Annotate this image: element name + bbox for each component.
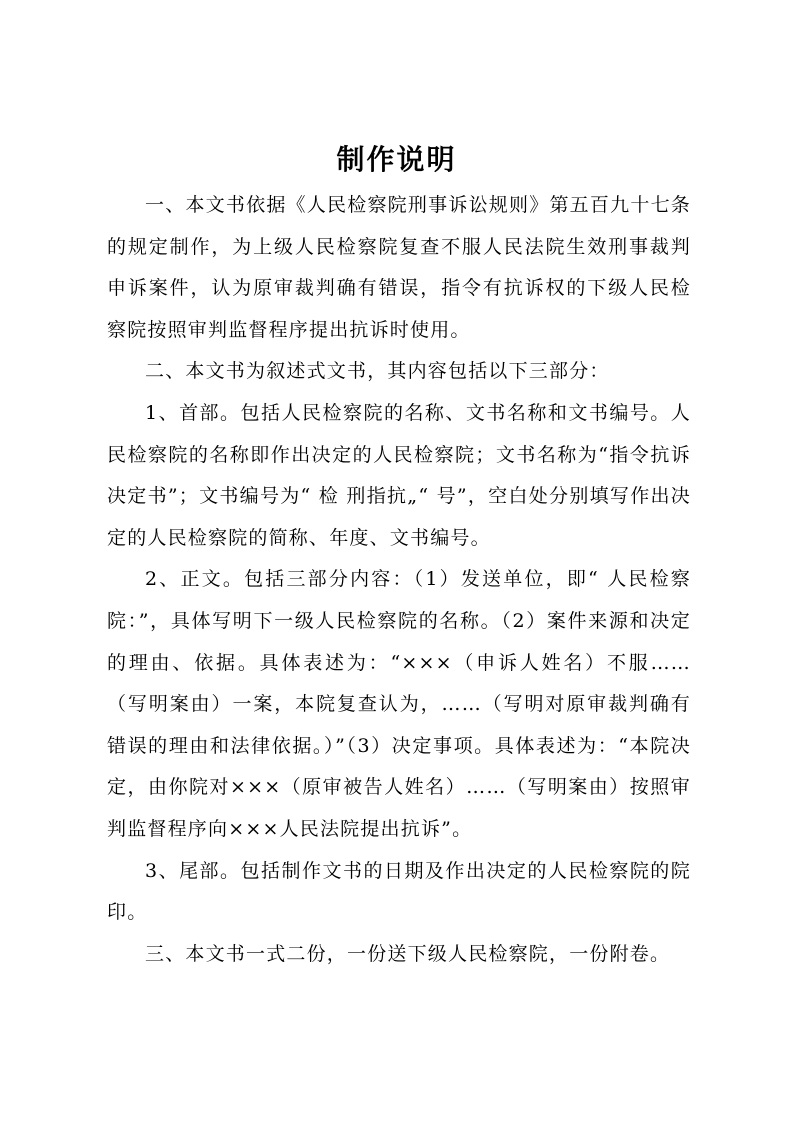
paragraph-main-text: 2、正文。包括三部分内容：（1）发送单位，即“ 人民检察院：”，具体写明下一级人民检察院的名称。（2）案件来源和决定的理由、依据。具体表述为：“×××（申诉人姓名）不服……（写明案由）一案，本院复查认为，……（写明对原审裁判确有错误的理由和法律依据。）”（3）决定事项。具体表述为：“本院决定，由你院对×××（原审被告人姓名）……（写明案由）按照审判监督程序向×××人民法院提出抗诉”。	[107, 568, 691, 840]
paragraph-basis: 一、本文书依据《人民检察院刑事诉讼规则》第五百九十七条的规定制作，为上级人民检察院复查不服人民法院生效刑事裁判申诉案件，认为原审裁判确有错误，指令有抗诉权的下级人民检察院按照审判监督程序提出抗诉时使用。	[107, 194, 691, 341]
paragraph-header: 1、首部。包括人民检察院的名称、文书名称和文书编号。人民检察院的名称即作出决定的人民检察院；文书名称为“指令抗诉决定书”；文书编号为“ 检 刑指抗„“ 号”，空白处分别填写作出决定的人民检察院的简称、年度、文书编号。	[107, 401, 691, 549]
paragraph-copies: 三、本文书一式二份，一份送下级人民检察院，一份附卷。	[145, 942, 671, 965]
paragraph-footer: 3、尾部。包括制作文书的日期及作出决定的人民检察院的院印。	[107, 859, 691, 924]
page-title: 制作说明	[336, 143, 457, 176]
document-body	[107, 185, 691, 975]
paragraph-structure: 二、本文书为叙述式文书，其内容包括以下三部分：	[145, 360, 610, 383]
